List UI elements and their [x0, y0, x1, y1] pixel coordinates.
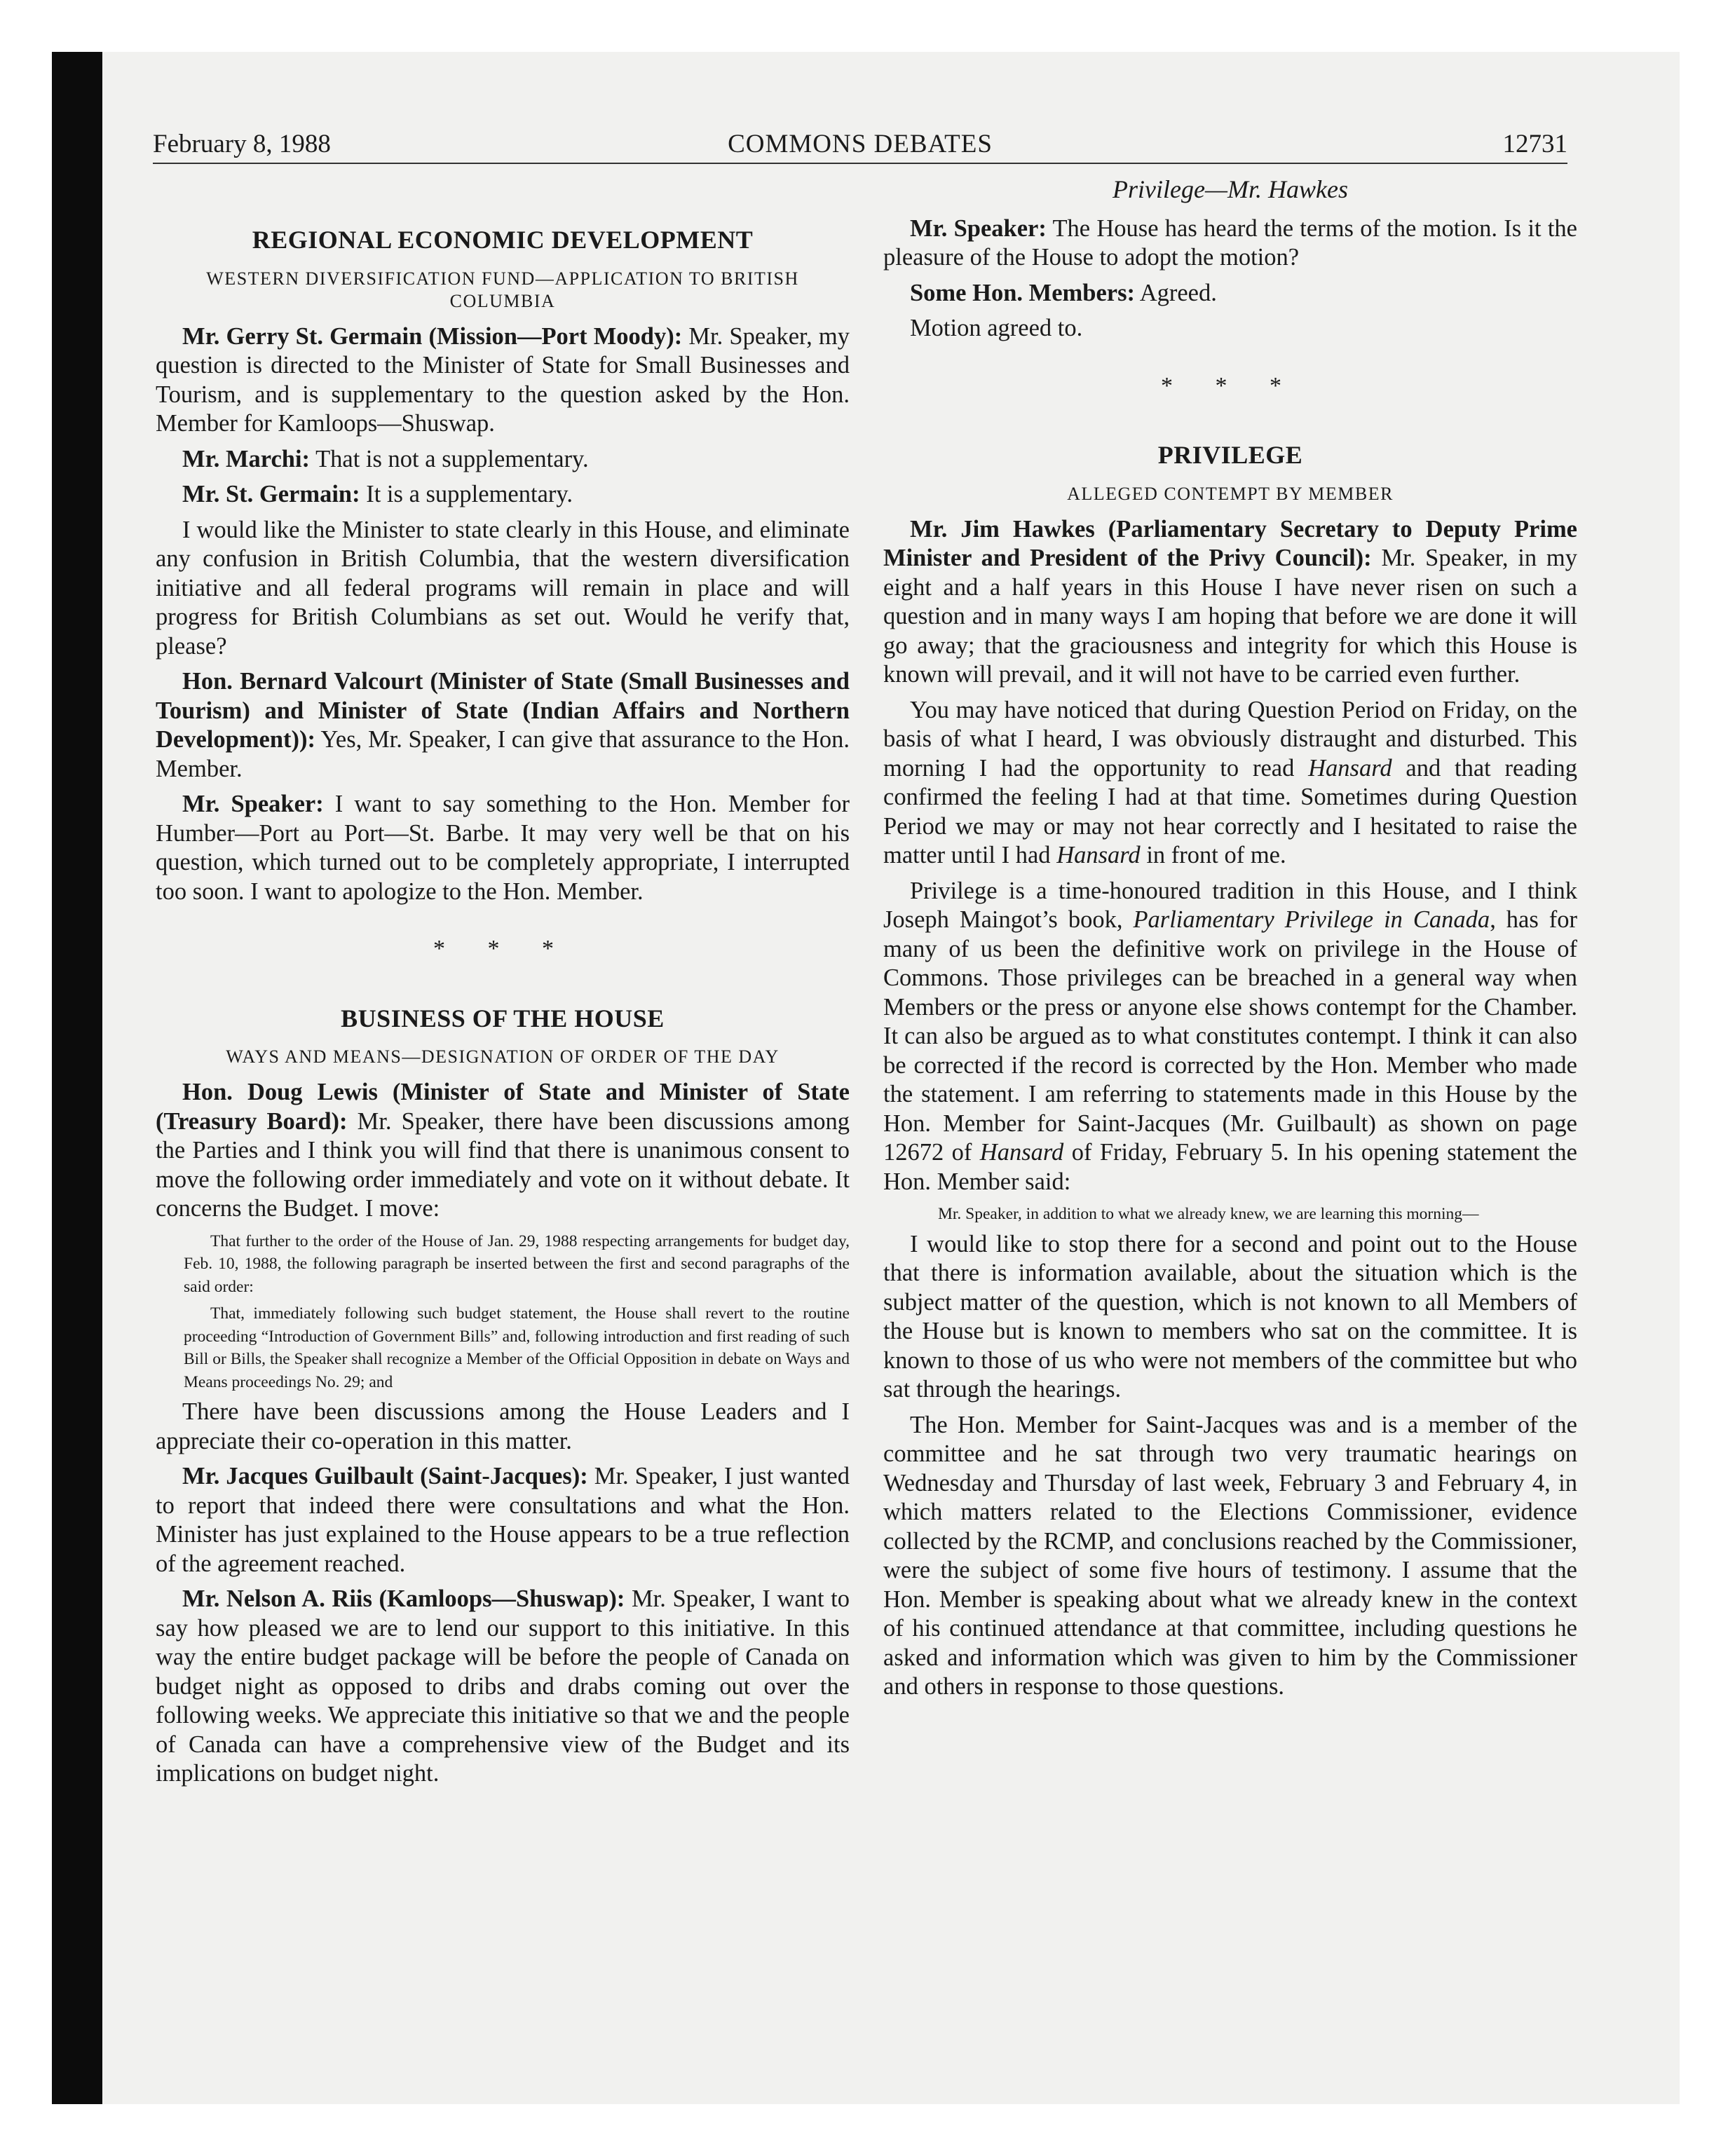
- speaker-name: Mr. Speaker:: [182, 791, 324, 817]
- speaker-name: Mr. Jim Hawkes (Parliamentary Secretary to Deputy Prime Minister and President of the Privy Council):: [883, 515, 1577, 571]
- paragraph: Hon. Doug Lewis (Minister of State and Minister of State (Treasury Board): Mr. Speaker, there have been discussions among the Parties and I think you will find that there is unanimous consent to move the following order immediately and vote on it without debate. It concerns the Budget. I move:: [156, 1079, 850, 1222]
- paragraph: Mr. Marchi: That is not a supplementary.: [182, 445, 589, 472]
- speaker-name: Mr. Speaker:: [910, 214, 1047, 242]
- section-heading: REGIONAL ECONOMIC DEVELOPMENT: [252, 226, 754, 254]
- binding-edge: [52, 52, 102, 2104]
- paragraph: Mr. Nelson A. Riis (Kamloops—Shuswap): Mr. Speaker, I want to say how pleased we are to lend our support to this initiative. In this way the entire budget package will be before the people of Canada on budget night as opposed to dribs and drabs coming out over the following weeks. We appreciate this initiative so that we and the people of Canada can have a comprehensive view of the Budget and its implications on budget night.: [156, 1585, 850, 1787]
- speaker-name: Mr. St. Germain:: [182, 481, 360, 507]
- header-title: COMMONS DEBATES: [728, 130, 993, 158]
- paragraph: You may have noticed that during Question Period on Friday, on the basis of what I heard, I was obviously distraught and disturbed. This morning I had the opportunity to read Hansard and that reading confirmed the feeling I had at that time. Sometimes during Question Period we may or may not hear correctly and I hesitated to raise the matter until I had Hansard in front of me.: [883, 696, 1578, 868]
- motion-quote: That further to the order of the House of Jan. 29, 1988 respecting arrangements for budget day, Feb. 10, 1988, the following paragraph be inserted between the first and second paragraphs of the said order:: [184, 1231, 850, 1296]
- publication-title: Hansard: [1056, 842, 1141, 868]
- header-date: February 8, 1988: [153, 130, 331, 158]
- paragraph: Privilege is a time-honoured tradition in this House, and I think Joseph Maingot’s book, Parliamentary Privilege in Canada, has for many of us been the definitive work on privilege in the House of Commons. Those privileges can be breached in a general way when Members or the press or anyone else shows contempt for the Chamber. It can also be argued as to what constitutes contempt. I think it can also be corrected if the record is corrected by the Hon. Member who made the statement. I am referring to statements made in this House by the Hon. Member for Saint-Jacques (Mr. Guilbault) as shown on page 12672 of Hansard of Friday, February 5. In his opening statement the Hon. Member said:: [883, 877, 1578, 1195]
- paragraph: There have been discussions among the House Leaders and I appreciate their co-operation in this matter.: [156, 1398, 850, 1454]
- speaker-name: Mr. Gerry St. Germain (Mission—Port Moody):: [182, 322, 683, 350]
- paragraph: Hon. Bernard Valcourt (Minister of State (Small Businesses and Tourism) and Minister of State (Indian Affairs and Northern Development)): Yes, Mr. Speaker, I can give that assurance to the Hon. Member.: [156, 668, 850, 782]
- left-column: [156, 175, 850, 1795]
- speaker-name: Hon. Doug Lewis (Minister of State and Minister of State (Treasury Board):: [156, 1079, 850, 1135]
- paragraph: Mr. St. Germain: It is a supplementary.: [182, 481, 573, 507]
- speaker-name: Mr. Jacques Guilbault (Saint-Jacques):: [182, 1463, 588, 1489]
- quoted-statement: Mr. Speaker, in addition to what we already knew, we are learning this morning—: [938, 1205, 1479, 1223]
- paragraph: Mr. Speaker: I want to say something to the Hon. Member for Humber—Port au Port—St. Barbe. It may very well be that on his question, which turned out to be completely appropriate, I interrupted too soon. I want to apologize to the Hon. Member.: [156, 791, 850, 905]
- section-heading: PRIVILEGE: [1157, 441, 1303, 469]
- paragraph: I would like the Minister to state clearly in this House, and eliminate any confusion in British Columbia, that the western diversification initiative and all federal programs will remain in place and will progress for British Columbians as set out. Would he verify that, please?: [156, 516, 850, 660]
- speaker-name: Hon. Bernard Valcourt (Minister of State (Small Businesses and Tourism) and Minister of State (Indian Affairs and Northern Development)):: [156, 668, 850, 753]
- publication-title: Parliamentary Privilege in Canada: [1133, 906, 1490, 933]
- paragraph: Mr. Speaker: The House has heard the terms of the motion. Is it the pleasure of the House to adopt the motion?: [883, 214, 1577, 271]
- motion-quote: That, immediately following such budget statement, the House shall revert to the routine proceeding “Introduction of Government Bills” and, following introduction and first reading of such Bill or Bills, the Speaker shall recognize a Member of the Official Opposition in debate on Ways and Means proceedings No. 29; and: [184, 1304, 850, 1391]
- speaker-name: Some Hon. Members:: [910, 279, 1135, 306]
- paragraph: The Hon. Member for Saint-Jacques was and is a member of the committee and he sat through two very traumatic hearings on Wednesday and Thursday of last week, February 3 and February 4, in which matters related to the Elections Commissioner, evidence collected by the RCMP, and conclusions reached by the Commissioner, were the subject of some five hours of testimony. I assume that the Hon. Member is speaking about what we already knew in the context of his continued attendance at that committee, including questions he asked and information which was given to him by the Commissioner and others in response to those questions.: [883, 1411, 1577, 1700]
- publication-title: Hansard: [979, 1139, 1064, 1166]
- header-page-number: 12731: [1502, 130, 1567, 158]
- section-separator: * * *: [1161, 372, 1300, 399]
- paragraph: Some Hon. Members: Agreed.: [910, 279, 1217, 306]
- running-header: [153, 126, 1567, 164]
- page-subject: Privilege—Mr. Hawkes: [1113, 175, 1348, 203]
- right-column: [883, 175, 1577, 1708]
- section-heading: BUSINESS OF THE HOUSE: [341, 1004, 665, 1032]
- paragraph: Mr. Jacques Guilbault (Saint-Jacques): Mr. Speaker, I just wanted to report that indeed there were consultations and what the Hon. Minister has just explained to the House appears to be a true reflection of the agreement reached.: [156, 1463, 850, 1577]
- speaker-name: Mr. Marchi:: [182, 445, 311, 472]
- paragraph: Mr. Gerry St. Germain (Mission—Port Moody): Mr. Speaker, my question is directed to the Minister of State for Small Businesses and Tourism, and is supplementary to the question asked by the Hon. Member for Kamloops—Shuswap.: [156, 322, 850, 437]
- paragraph: I would like to stop there for a second and point out to the House that there is information available, about the situation which is the subject matter of the question, which is not known to all Members of the House but is known to members who sat on the committee. It is known to those of us who were not members of the committee but who sat through the hearings.: [883, 1230, 1577, 1403]
- speaker-name: Mr. Nelson A. Riis (Kamloops—Shuswap):: [182, 1585, 625, 1612]
- publication-title: Hansard: [1308, 754, 1392, 782]
- paragraph: Motion agreed to.: [910, 315, 1083, 341]
- paragraph: Mr. Jim Hawkes (Parliamentary Secretary to Deputy Prime Minister and President of the Privy Council): Mr. Speaker, in my eight and a half years in this House I have never risen on such a question and in many ways I am hoping that before we are done it will go away; that the graciousness and integrity for which this House is known will prevail, and it will not have to be carried even further.: [883, 515, 1578, 688]
- section-separator: * * *: [433, 936, 572, 962]
- subheading: ALLEGED CONTEMPT BY MEMBER: [1067, 483, 1394, 504]
- subheading: WESTERN DIVERSIFICATION FUND—APPLICATION TO BRITISH COLUMBIA: [206, 268, 799, 311]
- subheading: WAYS AND MEANS—DESIGNATION OF ORDER OF THE DAY: [226, 1046, 780, 1067]
